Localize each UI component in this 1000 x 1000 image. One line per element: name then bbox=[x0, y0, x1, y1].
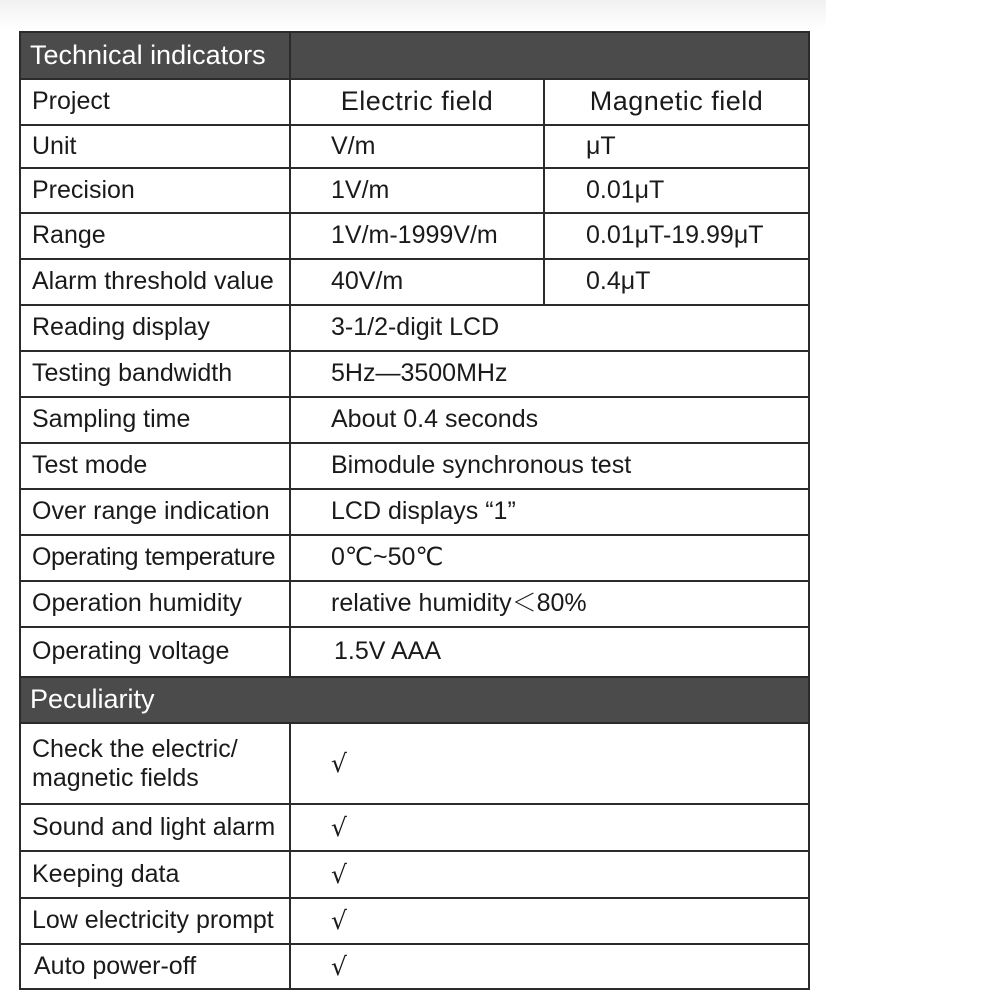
row-label: Range bbox=[20, 213, 290, 259]
row-value: About 0.4 seconds bbox=[290, 397, 809, 443]
electric-value: 1V/m-1999V/m bbox=[290, 213, 544, 259]
magnetic-value: 0.01μT bbox=[544, 168, 809, 213]
row-value: 3-1/2-digit LCD bbox=[290, 305, 809, 351]
row-value: 5Hz—3500MHz bbox=[290, 351, 809, 397]
column-label-project: Project bbox=[20, 79, 290, 125]
table-row-operating-voltage bbox=[20, 627, 809, 677]
spec-table bbox=[19, 31, 810, 990]
check-mark: √ bbox=[290, 944, 809, 989]
row-label: Operation humidity bbox=[20, 581, 290, 627]
column-label-magnetic: Magnetic field bbox=[544, 79, 809, 125]
table-row-range bbox=[20, 213, 809, 259]
row-label: Auto power-off bbox=[20, 944, 290, 989]
row-label: Reading display bbox=[20, 305, 290, 351]
section-header-peculiarity bbox=[20, 677, 809, 723]
table-row-low-electricity bbox=[20, 898, 809, 944]
row-value: Bimodule synchronous test bbox=[290, 443, 809, 489]
technical-title: Technical indicators bbox=[20, 32, 290, 79]
table-row-alarm-threshold bbox=[20, 259, 809, 305]
check-mark: √ bbox=[290, 898, 809, 944]
table-row-check-fields bbox=[20, 723, 809, 804]
column-header-row bbox=[20, 79, 809, 125]
table-row-reading-display bbox=[20, 305, 809, 351]
table-row-operating-temperature bbox=[20, 535, 809, 581]
row-label: Test mode bbox=[20, 443, 290, 489]
table-row-testing-bandwidth bbox=[20, 351, 809, 397]
row-value: relative humidity＜80% bbox=[290, 581, 809, 627]
table-row-sound-light-alarm bbox=[20, 804, 809, 851]
table-row-auto-power-off bbox=[20, 944, 809, 989]
check-mark: √ bbox=[290, 804, 809, 851]
row-value: 0℃~50℃ bbox=[290, 535, 809, 581]
row-label: Alarm threshold value bbox=[20, 259, 290, 305]
row-value: LCD displays “1” bbox=[290, 489, 809, 535]
row-label: Operating voltage bbox=[20, 627, 290, 677]
row-label: Over range indication bbox=[20, 489, 290, 535]
table-row-test-mode bbox=[20, 443, 809, 489]
peculiarity-title: Peculiarity bbox=[20, 677, 809, 723]
row-label: Sound and light alarm bbox=[20, 804, 290, 851]
row-value: 1.5V AAA bbox=[290, 627, 809, 677]
magnetic-value: μT bbox=[544, 125, 809, 168]
table-row-unit bbox=[20, 125, 809, 168]
magnetic-value: 0.01μT-19.99μT bbox=[544, 213, 809, 259]
top-shadow bbox=[0, 0, 826, 30]
check-mark: √ bbox=[290, 723, 809, 804]
electric-value: 1V/m bbox=[290, 168, 544, 213]
row-label: Keeping data bbox=[20, 851, 290, 898]
table-row-keeping-data bbox=[20, 851, 809, 898]
header-filler bbox=[290, 32, 809, 79]
row-label: Precision bbox=[20, 168, 290, 213]
magnetic-value: 0.4μT bbox=[544, 259, 809, 305]
table-row-sampling-time bbox=[20, 397, 809, 443]
check-mark: √ bbox=[290, 851, 809, 898]
row-label: Check the electric/ magnetic fields bbox=[20, 723, 290, 804]
column-label-electric: Electric field bbox=[290, 79, 544, 125]
electric-value: 40V/m bbox=[290, 259, 544, 305]
row-label: Testing bandwidth bbox=[20, 351, 290, 397]
row-label: Operating temperature bbox=[20, 535, 290, 581]
section-header-technical bbox=[20, 32, 809, 79]
row-label: Unit bbox=[20, 125, 290, 168]
table-row-precision bbox=[20, 168, 809, 213]
electric-value: V/m bbox=[290, 125, 544, 168]
table-row-over-range bbox=[20, 489, 809, 535]
row-label: Sampling time bbox=[20, 397, 290, 443]
table-row-operation-humidity bbox=[20, 581, 809, 627]
row-label: Low electricity prompt bbox=[20, 898, 290, 944]
